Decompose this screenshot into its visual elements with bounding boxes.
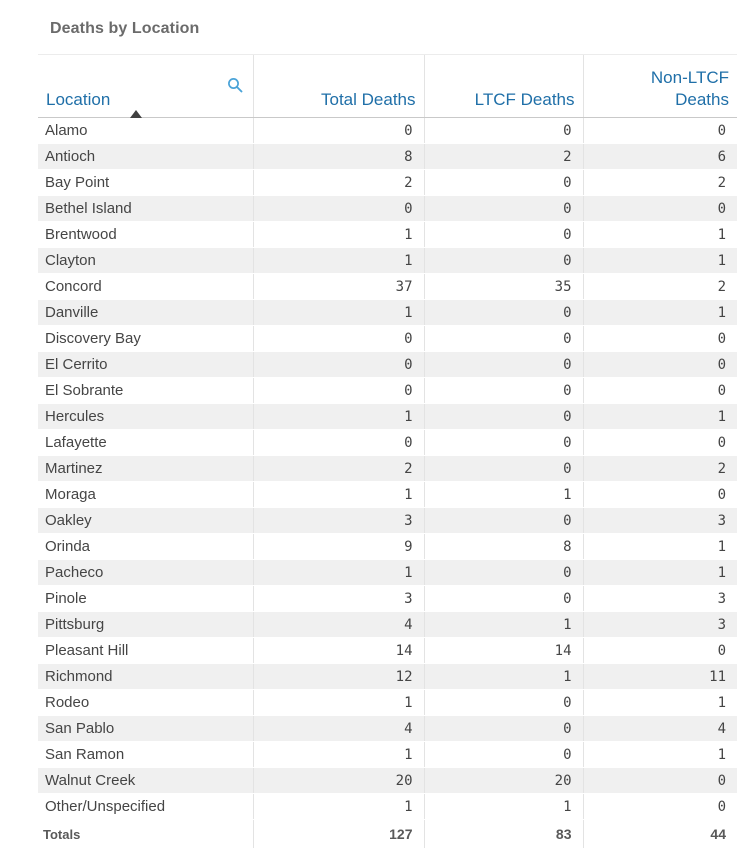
table-row[interactable] — [38, 170, 737, 196]
cell-non-ltcf-deaths: 0 — [583, 794, 737, 820]
cell-ltcf-deaths: 1 — [424, 612, 583, 638]
table-row[interactable] — [38, 404, 737, 430]
column-header-total-deaths[interactable] — [253, 55, 424, 118]
cell-ltcf-deaths: 35 — [424, 274, 583, 300]
cell-location[interactable]: Discovery Bay — [38, 326, 253, 352]
cell-non-ltcf-deaths: 1 — [583, 300, 737, 326]
cell-total-deaths: 0 — [253, 378, 424, 404]
totals-total-deaths: 127 — [253, 820, 424, 849]
cell-total-deaths: 0 — [253, 430, 424, 456]
cell-location[interactable]: Danville — [38, 300, 253, 326]
totals-row — [38, 820, 737, 849]
data-table — [38, 54, 737, 848]
table-row[interactable] — [38, 508, 737, 534]
column-header-location-label: Location — [46, 90, 111, 109]
cell-location[interactable]: Other/Unspecified — [38, 794, 253, 820]
cell-ltcf-deaths: 0 — [424, 742, 583, 768]
cell-total-deaths: 1 — [253, 404, 424, 430]
cell-ltcf-deaths: 1 — [424, 794, 583, 820]
table-row[interactable] — [38, 196, 737, 222]
table-row[interactable] — [38, 300, 737, 326]
cell-non-ltcf-deaths: 11 — [583, 664, 737, 690]
cell-location[interactable]: Pinole — [38, 586, 253, 612]
totals-non-ltcf-deaths: 44 — [583, 820, 737, 849]
table-row[interactable] — [38, 638, 737, 664]
table-row[interactable] — [38, 326, 737, 352]
cell-total-deaths: 0 — [253, 352, 424, 378]
cell-non-ltcf-deaths: 0 — [583, 430, 737, 456]
cell-non-ltcf-deaths: 1 — [583, 248, 737, 274]
cell-location[interactable]: Richmond — [38, 664, 253, 690]
cell-non-ltcf-deaths: 0 — [583, 326, 737, 352]
cell-ltcf-deaths: 0 — [424, 456, 583, 482]
cell-ltcf-deaths: 0 — [424, 248, 583, 274]
table-footer — [38, 820, 737, 849]
cell-ltcf-deaths: 0 — [424, 690, 583, 716]
cell-non-ltcf-deaths: 4 — [583, 716, 737, 742]
cell-total-deaths: 1 — [253, 560, 424, 586]
cell-total-deaths: 1 — [253, 742, 424, 768]
cell-location[interactable]: Pleasant Hill — [38, 638, 253, 664]
cell-location[interactable]: Bethel Island — [38, 196, 253, 222]
cell-location[interactable]: Oakley — [38, 508, 253, 534]
cell-ltcf-deaths: 0 — [424, 222, 583, 248]
table-row[interactable] — [38, 378, 737, 404]
cell-total-deaths: 1 — [253, 482, 424, 508]
column-header-ltcf-deaths[interactable] — [424, 55, 583, 118]
column-header-non-ltcf-line1: Non-LTCF — [650, 68, 729, 87]
cell-total-deaths: 1 — [253, 248, 424, 274]
cell-ltcf-deaths: 8 — [424, 534, 583, 560]
totals-ltcf-deaths: 83 — [424, 820, 583, 849]
table-row[interactable] — [38, 274, 737, 300]
column-header-non-ltcf-deaths[interactable] — [583, 55, 737, 118]
column-header-total-deaths-label: Total Deaths — [321, 90, 416, 109]
table-row[interactable] — [38, 612, 737, 638]
table-row[interactable] — [38, 352, 737, 378]
table-row[interactable] — [38, 534, 737, 560]
cell-ltcf-deaths: 0 — [424, 118, 583, 144]
deaths-by-location-table — [38, 54, 737, 848]
table-body — [38, 118, 737, 820]
cell-ltcf-deaths: 0 — [424, 196, 583, 222]
cell-non-ltcf-deaths: 1 — [583, 560, 737, 586]
cell-non-ltcf-deaths: 0 — [583, 378, 737, 404]
cell-ltcf-deaths: 0 — [424, 586, 583, 612]
table-row[interactable] — [38, 560, 737, 586]
cell-ltcf-deaths: 0 — [424, 560, 583, 586]
cell-location[interactable]: Concord — [38, 274, 253, 300]
cell-ltcf-deaths: 14 — [424, 638, 583, 664]
cell-non-ltcf-deaths: 3 — [583, 508, 737, 534]
cell-total-deaths: 9 — [253, 534, 424, 560]
cell-ltcf-deaths: 1 — [424, 482, 583, 508]
cell-non-ltcf-deaths: 0 — [583, 638, 737, 664]
cell-location[interactable]: Martinez — [38, 456, 253, 482]
cell-location[interactable]: San Ramon — [38, 742, 253, 768]
totals-label: Totals — [38, 820, 253, 849]
cell-non-ltcf-deaths: 0 — [583, 482, 737, 508]
cell-total-deaths: 1 — [253, 690, 424, 716]
cell-total-deaths: 12 — [253, 664, 424, 690]
cell-total-deaths: 1 — [253, 794, 424, 820]
table-row[interactable] — [38, 430, 737, 456]
cell-total-deaths: 2 — [253, 170, 424, 196]
table-row[interactable] — [38, 118, 737, 144]
cell-non-ltcf-deaths: 2 — [583, 274, 737, 300]
table-row[interactable] — [38, 144, 737, 170]
cell-non-ltcf-deaths: 3 — [583, 586, 737, 612]
column-header-location[interactable] — [38, 55, 253, 118]
cell-non-ltcf-deaths: 6 — [583, 144, 737, 170]
cell-total-deaths: 4 — [253, 612, 424, 638]
cell-ltcf-deaths: 1 — [424, 664, 583, 690]
cell-location[interactable]: Rodeo — [38, 690, 253, 716]
cell-non-ltcf-deaths: 2 — [583, 170, 737, 196]
table-row[interactable] — [38, 768, 737, 794]
cell-total-deaths: 1 — [253, 300, 424, 326]
cell-location[interactable]: Alamo — [38, 118, 253, 144]
cell-ltcf-deaths: 2 — [424, 144, 583, 170]
cell-location[interactable]: Brentwood — [38, 222, 253, 248]
cell-total-deaths: 0 — [253, 326, 424, 352]
cell-ltcf-deaths: 0 — [424, 508, 583, 534]
cell-ltcf-deaths: 0 — [424, 300, 583, 326]
cell-total-deaths: 3 — [253, 508, 424, 534]
cell-total-deaths: 3 — [253, 586, 424, 612]
cell-total-deaths: 8 — [253, 144, 424, 170]
cell-non-ltcf-deaths: 1 — [583, 690, 737, 716]
cell-location[interactable]: Pacheco — [38, 560, 253, 586]
cell-ltcf-deaths: 0 — [424, 716, 583, 742]
cell-location[interactable]: Orinda — [38, 534, 253, 560]
table-row[interactable] — [38, 664, 737, 690]
cell-ltcf-deaths: 0 — [424, 352, 583, 378]
cell-non-ltcf-deaths: 0 — [583, 352, 737, 378]
cell-location[interactable]: Lafayette — [38, 430, 253, 456]
cell-non-ltcf-deaths: 0 — [583, 196, 737, 222]
cell-location[interactable]: Bay Point — [38, 170, 253, 196]
cell-location[interactable]: Antioch — [38, 144, 253, 170]
cell-ltcf-deaths: 0 — [424, 404, 583, 430]
table-row[interactable] — [38, 456, 737, 482]
cell-location[interactable]: El Sobrante — [38, 378, 253, 404]
cell-total-deaths: 37 — [253, 274, 424, 300]
cell-total-deaths: 2 — [253, 456, 424, 482]
table-row[interactable] — [38, 794, 737, 820]
sort-ascending-icon[interactable] — [130, 110, 142, 118]
table-header — [38, 55, 737, 118]
cell-total-deaths: 14 — [253, 638, 424, 664]
table-row[interactable] — [38, 716, 737, 742]
table-row[interactable] — [38, 690, 737, 716]
cell-non-ltcf-deaths: 1 — [583, 534, 737, 560]
cell-location[interactable]: Clayton — [38, 248, 253, 274]
table-row[interactable] — [38, 248, 737, 274]
column-header-ltcf-deaths-label: LTCF Deaths — [474, 90, 575, 109]
cell-ltcf-deaths: 0 — [424, 326, 583, 352]
cell-location[interactable]: Walnut Creek — [38, 768, 253, 794]
cell-location[interactable]: Pittsburg — [38, 612, 253, 638]
table-row[interactable] — [38, 586, 737, 612]
table-row[interactable] — [38, 222, 737, 248]
table-row[interactable] — [38, 742, 737, 768]
cell-non-ltcf-deaths: 0 — [583, 118, 737, 144]
cell-location[interactable]: El Cerrito — [38, 352, 253, 378]
cell-ltcf-deaths: 0 — [424, 430, 583, 456]
cell-total-deaths: 20 — [253, 768, 424, 794]
cell-non-ltcf-deaths: 2 — [583, 456, 737, 482]
cell-non-ltcf-deaths: 1 — [583, 222, 737, 248]
cell-ltcf-deaths: 0 — [424, 378, 583, 404]
search-icon[interactable] — [227, 77, 243, 93]
cell-non-ltcf-deaths: 1 — [583, 742, 737, 768]
cell-non-ltcf-deaths: 3 — [583, 612, 737, 638]
column-header-non-ltcf-line2: Deaths — [675, 90, 729, 109]
cell-location[interactable]: San Pablo — [38, 716, 253, 742]
table-row[interactable] — [38, 482, 737, 508]
cell-total-deaths: 1 — [253, 222, 424, 248]
cell-non-ltcf-deaths: 0 — [583, 768, 737, 794]
cell-total-deaths: 0 — [253, 118, 424, 144]
header-row — [38, 55, 737, 118]
cell-location[interactable]: Moraga — [38, 482, 253, 508]
cell-ltcf-deaths: 20 — [424, 768, 583, 794]
cell-total-deaths: 0 — [253, 196, 424, 222]
cell-ltcf-deaths: 0 — [424, 170, 583, 196]
cell-total-deaths: 4 — [253, 716, 424, 742]
cell-location[interactable]: Hercules — [38, 404, 253, 430]
cell-non-ltcf-deaths: 1 — [583, 404, 737, 430]
panel-title: Deaths by Location — [50, 20, 200, 37]
